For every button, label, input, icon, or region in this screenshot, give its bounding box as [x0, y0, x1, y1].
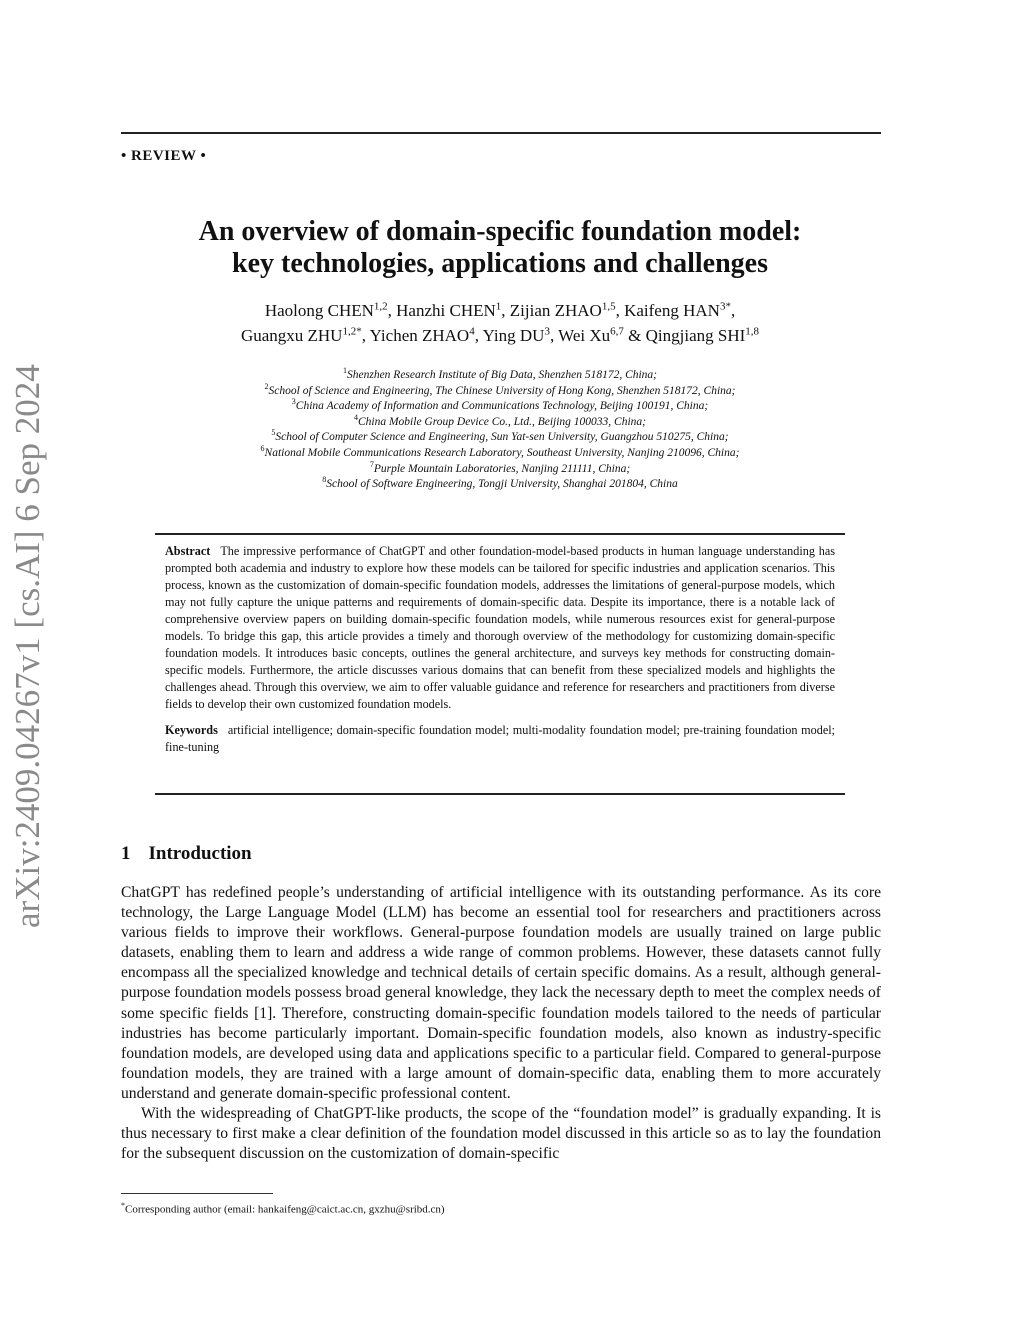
- keywords-label: Keywords: [165, 723, 218, 737]
- author-affiliation-marker: 1,2*: [342, 325, 362, 338]
- affiliation-text: School of Science and Engineering, The Chinese University of Hong Kong, Shenzhen 518172, China;: [268, 384, 736, 397]
- author-list: [100, 298, 900, 348]
- affiliation-item: [100, 430, 900, 446]
- affiliation-text: China Mobile Group Device Co., Ltd., Beijing 100033, China;: [357, 415, 646, 428]
- abstract-paragraph: [165, 543, 835, 713]
- author-name: Qingjiang SHI: [645, 326, 746, 345]
- affiliation-text: National Mobile Communications Research Laboratory, Southeast University, Nanjing 210096, China;: [264, 446, 740, 459]
- paper-title: [100, 216, 900, 280]
- affiliation-text: Shenzhen Research Institute of Big Data, Shenzhen 518172, China;: [346, 369, 658, 381]
- body-paragraph: ChatGPT has redefined people’s understanding of artificial intelligence with its outstanding performance. As its core technology, the Large Language Model (LLM) has become an essential tool for researchers and practitioners across various fields to improve their workflows. General-purpose foundation models are usually trained on large public datasets, enabling them to learn and address a wide range of common problems. However, these datasets cannot fully encompass all the specialized knowledge and technical details of certain specific domains. As a result, although general-purpose foundation models possess broad general knowledge, they lack the necessary depth to meet the complex needs of some specific fields [1]. Therefore, constructing domain-specific foundation models tailored to the needs of particular industries has become particularly important. Domain-specific foundation models, also known as industry-specific foundation models, are developed using data and applications specific to a particular field. Compared to general-purpose foundation models, they are trained with a large amount of domain-specific data, enabling them to more accurately understand and generate domain-specific professional content.: [121, 884, 881, 1102]
- abstract-text: The impressive performance of ChatGPT and other foundation-model-based products in human language understanding has prompted both academia and industry to explore how these models can be tailored for specific industries and application scenarios. This process, known as the customization of domain-specific foundation models, addresses the limitations of general-purpose models, which may not fully capture the unique patterns and requirements of domain-specific data. Despite its importance, there is a notable lack of comprehensive overview papers on building domain-specific foundation models, while numerous resources exist for general-purpose models. To bridge this gap, this article provides a timely and thorough overview of the methodology for customizing domain-specific foundation models. It introduces basic concepts, outlines the general architecture, and surveys key methods for constructing domain-specific models. Furthermore, the article discusses various domains that can benefit from these specialized models and highlights the challenges ahead. Through this overview, we aim to offer valuable guidance and reference for researchers and practitioners from diverse fields to develop their own customized foundation models.: [165, 544, 835, 711]
- affiliation-marker: 6: [260, 444, 265, 454]
- author-affiliation-marker: 1,5: [601, 300, 616, 313]
- author-name: Zijian ZHAO: [509, 301, 602, 320]
- abstract-label: Abstract: [165, 544, 211, 558]
- author-affiliation-marker: 1,2: [373, 300, 388, 313]
- title-line-1: An overview of domain-specific foundation model:: [198, 216, 802, 247]
- section-number: 1: [121, 843, 131, 864]
- author-affiliation-marker: 1,8: [745, 325, 760, 338]
- section-label: • REVIEW •: [121, 148, 207, 164]
- author-line-2: [100, 323, 900, 348]
- abstract-box: [155, 533, 845, 795]
- author-name: Guangxu ZHU: [240, 326, 343, 345]
- author-name: Kaifeng HAN: [624, 301, 720, 320]
- author-affiliation-marker: 3: [544, 325, 550, 338]
- affiliation-text: Purple Mountain Laboratories, Nanjing 211111, China;: [373, 462, 631, 475]
- affiliation-marker: 1: [342, 366, 347, 376]
- header-rule: [121, 132, 881, 134]
- keywords-paragraph: [165, 722, 835, 756]
- affiliation-marker: 7: [369, 459, 374, 469]
- affiliation-text: China Academy of Information and Communications Technology, Beijing 100191, China;: [295, 400, 709, 413]
- author-name: Wei Xu: [558, 326, 611, 345]
- author-affiliation-marker: 3*: [719, 300, 731, 313]
- footnote-marker: *: [121, 1201, 125, 1210]
- author-separator: ,: [501, 301, 510, 320]
- affiliation-marker: 8: [322, 475, 327, 485]
- affiliation-item: [100, 412, 900, 431]
- author-name: Yichen ZHAO: [369, 326, 470, 345]
- affiliation-item: [100, 381, 900, 400]
- affiliation-text: School of Computer Science and Engineering, Sun Yat-sen University, Guangzhou 510275, China;: [275, 431, 729, 444]
- keywords-text: artificial intelligence; domain-specific foundation model; multi-modality foundation model; pre-training foundation model; fine-tuning: [165, 723, 835, 754]
- author-name: Haolong CHEN: [264, 301, 374, 320]
- author-separator: ,: [730, 301, 736, 320]
- author-name: Ying DU: [482, 326, 545, 345]
- section-title: Introduction: [148, 843, 252, 864]
- author-separator: ,: [361, 326, 370, 345]
- author-affiliation-marker: 4: [469, 325, 475, 338]
- footnote-rule: [121, 1193, 273, 1194]
- affiliation-item: [100, 459, 900, 478]
- affiliation-item: [100, 399, 900, 415]
- footnote-text: Corresponding author (email: hankaifeng@caict.ac.cn, gxzhu@sribd.cn): [125, 1203, 445, 1216]
- body-paragraph: With the widespreading of ChatGPT-like products, the scope of the “foundation model” is gradually expanding. It is thus necessary to first make a clear definition of the foundation model discussed in this article so as to lay the foundation for the subsequent discussion on the customization of domain-specific: [121, 1105, 881, 1163]
- author-separator: ,: [387, 301, 397, 320]
- author-separator: ,: [474, 326, 483, 345]
- author-affiliation-marker: 6,7: [610, 325, 624, 338]
- title-line-2: key technologies, applications and challenges: [232, 248, 768, 279]
- author-line-1: [100, 298, 900, 323]
- author-affiliation-marker: 1: [495, 300, 502, 313]
- author-separator: &: [623, 326, 646, 345]
- author-separator: ,: [549, 326, 559, 345]
- affiliation-item: [100, 477, 900, 493]
- footnote: [121, 1199, 445, 1217]
- affiliation-marker: 2: [264, 381, 269, 391]
- affiliation-marker: 5: [271, 428, 276, 438]
- affiliation-marker: 3: [291, 397, 296, 407]
- affiliation-list: [100, 368, 900, 493]
- author-name: Hanzhi CHEN: [396, 301, 496, 320]
- author-separator: ,: [615, 301, 625, 320]
- section-heading-introduction: [121, 843, 252, 865]
- affiliation-text: School of Software Engineering, Tongji University, Shanghai 201804, China: [326, 478, 678, 491]
- affiliation-item: [100, 368, 900, 384]
- arxiv-identifier[interactable]: arXiv:2409.04267v1 [cs.AI] 6 Sep 2024: [8, 364, 47, 928]
- affiliation-marker: 4: [353, 412, 358, 422]
- affiliation-item: [100, 446, 900, 462]
- introduction-body: [121, 883, 881, 1164]
